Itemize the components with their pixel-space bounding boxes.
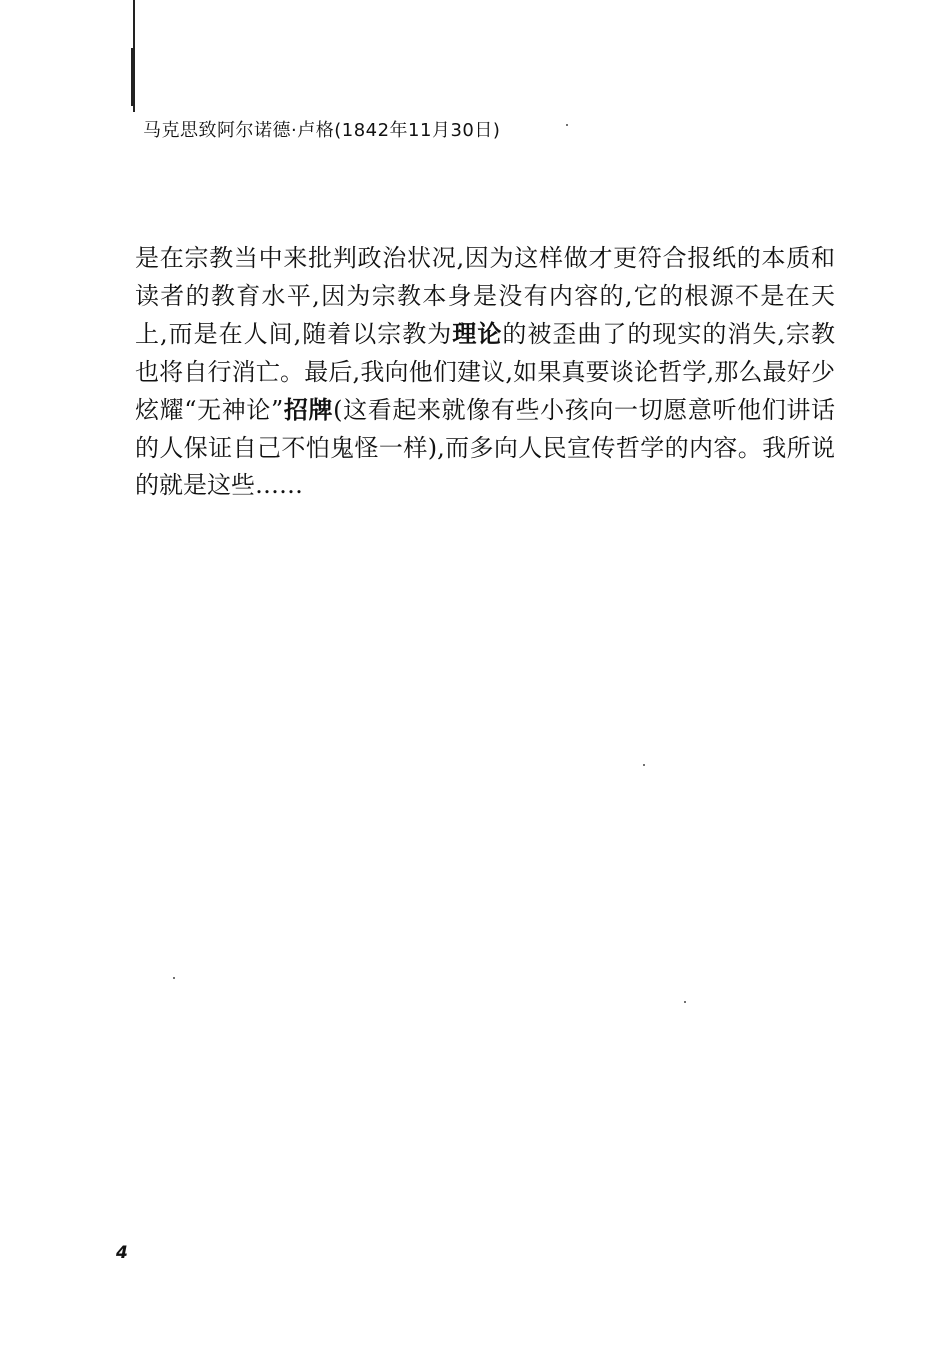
text-run: 炫耀“无神论” <box>135 396 284 424</box>
text-line <box>135 315 835 354</box>
text-line: 也将自行消亡。最后,我向他们建议,如果真要谈论哲学,那么最好少 <box>135 357 835 386</box>
text-run: 上,而是在人间,随着以宗教为 <box>135 320 453 348</box>
text-line <box>135 391 835 430</box>
scan-speck <box>643 764 645 766</box>
margin-rule <box>133 0 135 112</box>
text-line: 读者的教育水平,因为宗教本身是没有内容的,它的根源不是在天 <box>135 281 835 310</box>
margin-rule-tick <box>131 48 133 106</box>
emphasized-term: 招牌 <box>283 395 334 424</box>
scan-speck <box>173 977 175 979</box>
body-paragraph <box>135 240 835 505</box>
running-head: 马克思致阿尔诺德·卢格(1842年11月30日) <box>143 120 501 141</box>
scan-speck <box>566 124 568 126</box>
emphasized-term: 理论 <box>452 319 503 348</box>
page-number: 4 <box>116 1243 128 1263</box>
text-run: (这看起来就像有些小孩向一切愿意听他们讲话 <box>333 396 835 424</box>
text-line: 的人保证自己不怕鬼怪一样),而多向人民宣传哲学的内容。我所说 <box>135 433 835 462</box>
text-line: 的就是这些…… <box>135 471 303 499</box>
text-line: 是在宗教当中来批判政治状况,因为这样做才更符合报纸的本质和 <box>135 244 835 272</box>
text-run: 的被歪曲了的现实的消失,宗教 <box>502 320 835 348</box>
scan-speck <box>684 1001 686 1003</box>
